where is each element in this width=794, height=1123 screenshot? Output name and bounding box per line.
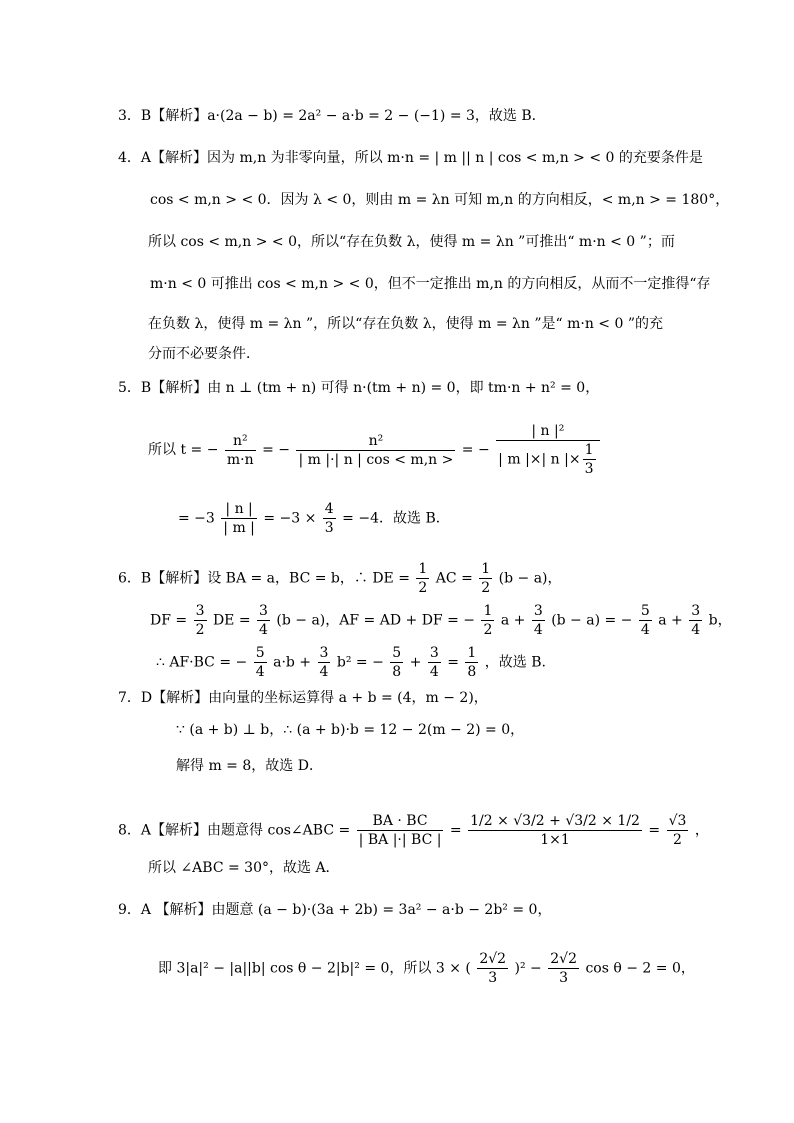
frac-num: 5 <box>392 645 402 661</box>
item-5-line-2 <box>148 422 602 478</box>
fraction <box>296 432 455 469</box>
fraction <box>318 644 331 681</box>
fraction <box>639 602 652 639</box>
item-9-line-2 <box>158 950 695 987</box>
fraction <box>390 644 403 681</box>
frac-den: 4 <box>640 622 650 638</box>
item-7-line-1 <box>118 688 488 708</box>
item-4-line-4: m·n < 0 可推出 cos < m,n > < 0，但不一定推出 m,n 的方向相反，从而不一定推得“存 <box>150 276 711 292</box>
item-4-line-1 <box>118 148 703 168</box>
expr: = −4．故选 B． <box>342 510 450 527</box>
expr: b² = − <box>336 654 384 671</box>
frac-num: 3 <box>533 603 543 619</box>
expr: ，故选 B. <box>484 654 546 671</box>
expr: (b − a)， <box>498 570 562 587</box>
frac-num: 5 <box>640 603 650 619</box>
expr: = <box>449 822 462 839</box>
fraction <box>357 812 444 849</box>
expr: AC = <box>435 570 473 587</box>
item-5-line-3 <box>178 500 450 537</box>
frac-num: BA · BC <box>357 812 444 831</box>
item-4-number: 4．A【解析】 <box>118 150 208 166</box>
item-6-line-2 <box>150 602 732 639</box>
frac-den: 1×1 <box>540 832 570 848</box>
frac-den: 2 <box>673 832 682 848</box>
frac-num: 1 <box>481 561 491 577</box>
item-8-line-1 <box>118 812 709 849</box>
item-9-number: 9．A 【解析】 <box>118 902 212 918</box>
item-3-number: 3．B【解析】 <box>118 108 208 124</box>
expr: b， <box>708 612 732 629</box>
frac-den: 8 <box>467 664 477 680</box>
frac-den: 4 <box>533 622 543 638</box>
expr: (b − a) = − <box>551 612 633 629</box>
item-3-text: a·(2a − b) = 2a² − a·b = 2 − (−1) = 3，故选 B． <box>207 108 546 124</box>
frac-num: 3 <box>691 603 701 619</box>
equals: = − <box>461 442 490 458</box>
expr: a·b + <box>273 654 312 671</box>
frac-den-text: | m |×| n |× <box>498 451 581 468</box>
fraction <box>323 500 336 537</box>
expr: cos θ − 2 = 0， <box>585 960 695 977</box>
frac-den: 2 <box>483 622 493 638</box>
fraction <box>225 432 256 469</box>
frac-num: 1 <box>418 561 428 577</box>
item-8-number: 8．A【解析】 <box>118 822 208 839</box>
frac-num: | n | <box>221 500 257 519</box>
expr: a + <box>500 612 526 629</box>
expr: 设 BA = a，BC = b，∴ DE = <box>207 570 410 587</box>
item-6-line-1 <box>118 560 562 597</box>
frac-num: 3 <box>259 603 268 619</box>
frac-num: n² <box>296 432 455 451</box>
expr: + <box>409 654 422 671</box>
fraction <box>583 441 596 478</box>
frac-den: 8 <box>392 664 402 680</box>
expr: DF = <box>150 612 188 629</box>
frac-den <box>496 441 599 478</box>
fraction <box>481 602 494 639</box>
fraction <box>428 644 441 681</box>
frac-den: | BA |·| BC | <box>358 832 442 848</box>
frac-den: 3 <box>324 520 334 536</box>
item-7-line-3: 解得 m = 8，故选 D． <box>176 758 323 774</box>
expr: 即 3|a|² − |a||b| cos θ − 2|b|² = 0，所以 3 × ( <box>158 960 471 977</box>
expr: )² − <box>514 960 542 977</box>
item-7-line-2: ∵ (a + b) ⊥ b，∴ (a + b)·b = 12 − 2(m − 2) = 0， <box>176 722 525 738</box>
frac-num: 1 <box>584 442 594 458</box>
frac-den: | m | <box>223 520 255 536</box>
frac-num: 2√2 <box>550 951 577 967</box>
expr: 由题意得 cos∠ABC = <box>207 822 351 839</box>
frac-den: 4 <box>319 664 329 680</box>
expr: a + <box>658 612 683 629</box>
frac-num: 3 <box>429 645 439 661</box>
fraction <box>479 560 492 597</box>
fraction <box>257 602 270 639</box>
frac-den: 3 <box>584 461 594 477</box>
fraction <box>221 500 257 537</box>
expr: ∴ AF·BC = − <box>156 654 248 671</box>
fraction <box>548 950 579 987</box>
fraction <box>254 644 267 681</box>
expr: (b − a)，AF = AD + DF = − <box>276 612 475 629</box>
frac-den: 4 <box>255 664 265 680</box>
item-8-line-2: 所以 ∠ABC = 30°，故选 A． <box>148 860 340 876</box>
fraction <box>465 644 478 681</box>
expr: ， <box>694 822 709 839</box>
frac-den: 4 <box>259 622 268 638</box>
frac-den: | m |·| n | cos < m,n > <box>298 451 454 468</box>
item-7-number: 7．D【解析】 <box>118 690 209 706</box>
frac-num: 5 <box>255 645 265 661</box>
expr: 由题意 (a − b)·(3a + 2b) = 3a² − a·b − 2b² = 0， <box>211 902 552 918</box>
item-5-number: 5．B【解析】 <box>118 380 208 396</box>
fraction <box>532 602 545 639</box>
frac-den: 3 <box>488 970 498 986</box>
item-9-line-1 <box>118 900 551 920</box>
frac-num: 3 <box>319 645 329 661</box>
frac-num: 1/2 × √3/2 + √3/2 × 1/2 <box>470 813 640 829</box>
frac-num: 1 <box>467 645 477 661</box>
fraction <box>194 602 207 639</box>
frac-den: 4 <box>429 664 439 680</box>
item-4-text-1: 因为 m,n 为非零向量，所以 m·n = | m || n | cos < m,n > < 0 的充要条件是 <box>207 150 703 166</box>
frac-den: 2 <box>481 580 491 596</box>
item-5-line-1 <box>118 378 599 398</box>
item-4-line-6: 分而不必要条件． <box>148 346 260 362</box>
fraction <box>496 422 599 478</box>
frac-den: m·n <box>226 451 254 468</box>
item-3 <box>118 106 546 126</box>
frac-den: 2 <box>195 622 205 638</box>
fraction <box>416 560 429 597</box>
fraction <box>667 812 689 849</box>
fraction <box>689 602 702 639</box>
expr: 由向量的坐标运算得 a + b = (4，m − 2)， <box>208 690 488 706</box>
item-4-line-5: 在负数 λ，使得 m = λn ”，所以“存在负数 λ，使得 m = λn ”是“ m·n < 0 ”的充 <box>148 316 664 332</box>
item-6-line-3 <box>156 644 546 681</box>
item-5-text: 由 n ⊥ (tm + n) 可得 n·(tm + n) = 0，即 tm·n + n² = 0， <box>207 380 600 396</box>
frac-num: 1 <box>483 603 493 619</box>
t-expression: 所以 t = − <box>148 442 219 458</box>
fraction <box>477 950 508 987</box>
frac-num: √3 <box>668 813 687 829</box>
frac-num: 2√2 <box>479 951 507 967</box>
frac-den: 3 <box>559 970 569 986</box>
expr: = −3 × <box>263 510 317 527</box>
expr: DE = <box>212 612 251 629</box>
item-6-number: 6．B【解析】 <box>118 570 208 587</box>
item-4-line-2: cos < m,n > < 0．因为 λ < 0，则由 m = λn 可知 m,n 的方向相反，< m,n > = 180°， <box>150 192 730 208</box>
expr: = <box>648 822 661 839</box>
frac-num: | n |² <box>496 422 599 441</box>
frac-den: 4 <box>691 622 701 638</box>
expr: = −3 <box>178 510 215 527</box>
frac-num: 3 <box>195 603 205 619</box>
equals: = − <box>262 442 291 458</box>
expr: = <box>447 654 459 671</box>
item-4-line-3: 所以 cos < m,n > < 0，所以“存在负数 λ，使得 m = λn ”可推出“ m·n < 0 ”；而 <box>148 234 675 250</box>
frac-num: 4 <box>324 501 334 517</box>
frac-den: 2 <box>418 580 428 596</box>
fraction <box>468 812 642 849</box>
frac-num: n² <box>225 432 256 451</box>
